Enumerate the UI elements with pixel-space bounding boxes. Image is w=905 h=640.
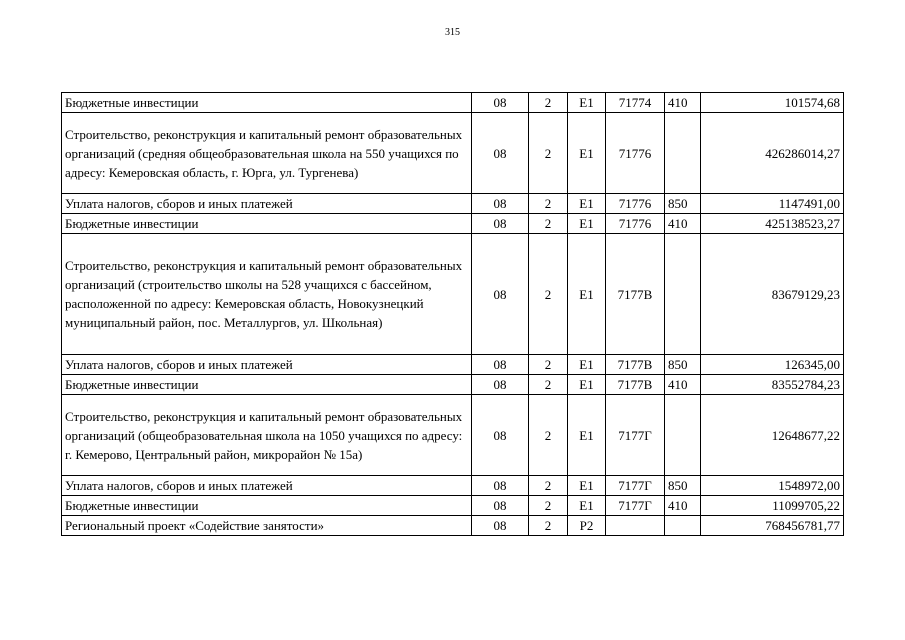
row-name-cell: Уплата налогов, сборов и иных платежей — [62, 194, 472, 214]
table-row — [62, 93, 844, 113]
row-section-cell: 08 — [472, 93, 529, 113]
row-section-cell: 08 — [472, 234, 529, 355]
row-code-cell: 7177Г — [606, 496, 665, 516]
row-name-cell: Региональный проект «Содействие занятости» — [62, 516, 472, 536]
row-program-cell: E1 — [568, 194, 606, 214]
row-name-cell: Бюджетные инвестиции — [62, 496, 472, 516]
row-section-cell: 08 — [472, 113, 529, 194]
row-section-cell: 08 — [472, 476, 529, 496]
row-expense-type-cell: 850 — [665, 194, 701, 214]
row-program-cell: E1 — [568, 496, 606, 516]
row-expense-type-cell: 410 — [665, 496, 701, 516]
row-sum-cell: 83679129,23 — [701, 234, 844, 355]
table-row — [62, 234, 844, 355]
row-sum-cell: 768456781,77 — [701, 516, 844, 536]
row-name-cell: Бюджетные инвестиции — [62, 214, 472, 234]
row-subsection-cell: 2 — [529, 395, 568, 476]
row-section-cell: 08 — [472, 395, 529, 476]
row-program-cell: E1 — [568, 93, 606, 113]
table-row — [62, 516, 844, 536]
table-row — [62, 395, 844, 476]
row-code-cell: 71774 — [606, 93, 665, 113]
row-sum-cell: 425138523,27 — [701, 214, 844, 234]
row-sum-cell: 12648677,22 — [701, 395, 844, 476]
row-sum-cell: 1147491,00 — [701, 194, 844, 214]
row-name-cell: Строительство, реконструкция и капитальный ремонт образовательных организаций (средняя общеобразовательная школа на 550 учащихся по адресу: Кемеровская область, г. Юрга, ул. Тургенева) — [62, 113, 472, 194]
row-subsection-cell: 2 — [529, 194, 568, 214]
row-sum-cell: 83552784,23 — [701, 375, 844, 395]
row-expense-type-cell — [665, 516, 701, 536]
row-name-cell: Строительство, реконструкция и капитальный ремонт образовательных организаций (строительство школы на 528 учащихся с бассейном, расположенной по адресу: Кемеровская область, Новокузнецкий муниципальный район, пос. Металлургов, ул. Школьная) — [62, 234, 472, 355]
budget-table-body — [62, 93, 844, 536]
row-subsection-cell: 2 — [529, 214, 568, 234]
row-program-cell: E1 — [568, 113, 606, 194]
row-code-cell: 7177Г — [606, 476, 665, 496]
row-name-cell: Бюджетные инвестиции — [62, 375, 472, 395]
row-expense-type-cell: 410 — [665, 375, 701, 395]
row-subsection-cell: 2 — [529, 496, 568, 516]
row-code-cell: 7177Г — [606, 395, 665, 476]
row-subsection-cell: 2 — [529, 234, 568, 355]
row-section-cell: 08 — [472, 194, 529, 214]
table-row — [62, 194, 844, 214]
row-code-cell: 71776 — [606, 194, 665, 214]
row-subsection-cell: 2 — [529, 476, 568, 496]
row-subsection-cell: 2 — [529, 113, 568, 194]
row-name-cell: Строительство, реконструкция и капитальный ремонт образовательных организаций (общеобразовательная школа на 1050 учащихся по адресу: г. Кемерово, Центральный район, микрорайон № 15а) — [62, 395, 472, 476]
row-program-cell: E1 — [568, 234, 606, 355]
row-subsection-cell: 2 — [529, 93, 568, 113]
row-program-cell: E1 — [568, 395, 606, 476]
table-row — [62, 214, 844, 234]
table-row — [62, 496, 844, 516]
row-sum-cell: 426286014,27 — [701, 113, 844, 194]
row-expense-type-cell: 850 — [665, 355, 701, 375]
row-code-cell: 7177В — [606, 355, 665, 375]
row-program-cell: E1 — [568, 476, 606, 496]
table-row — [62, 476, 844, 496]
row-subsection-cell: 2 — [529, 355, 568, 375]
row-name-cell: Уплата налогов, сборов и иных платежей — [62, 355, 472, 375]
row-subsection-cell: 2 — [529, 516, 568, 536]
row-code-cell: 7177В — [606, 375, 665, 395]
budget-table — [61, 92, 844, 536]
row-section-cell: 08 — [472, 516, 529, 536]
table-row — [62, 113, 844, 194]
row-expense-type-cell: 410 — [665, 93, 701, 113]
row-expense-type-cell — [665, 234, 701, 355]
row-section-cell: 08 — [472, 496, 529, 516]
row-code-cell — [606, 516, 665, 536]
table-row — [62, 375, 844, 395]
row-section-cell: 08 — [472, 214, 529, 234]
row-section-cell: 08 — [472, 355, 529, 375]
row-expense-type-cell: 410 — [665, 214, 701, 234]
table-row — [62, 355, 844, 375]
row-program-cell: P2 — [568, 516, 606, 536]
row-expense-type-cell — [665, 113, 701, 194]
row-sum-cell: 1548972,00 — [701, 476, 844, 496]
row-subsection-cell: 2 — [529, 375, 568, 395]
row-program-cell: E1 — [568, 355, 606, 375]
row-code-cell: 71776 — [606, 214, 665, 234]
row-sum-cell: 11099705,22 — [701, 496, 844, 516]
page-number: 315 — [445, 27, 460, 38]
row-sum-cell: 101574,68 — [701, 93, 844, 113]
row-name-cell: Бюджетные инвестиции — [62, 93, 472, 113]
row-expense-type-cell — [665, 395, 701, 476]
row-program-cell: E1 — [568, 375, 606, 395]
row-code-cell: 71776 — [606, 113, 665, 194]
row-sum-cell: 126345,00 — [701, 355, 844, 375]
row-name-cell: Уплата налогов, сборов и иных платежей — [62, 476, 472, 496]
row-code-cell: 7177В — [606, 234, 665, 355]
row-expense-type-cell: 850 — [665, 476, 701, 496]
row-program-cell: E1 — [568, 214, 606, 234]
row-section-cell: 08 — [472, 375, 529, 395]
